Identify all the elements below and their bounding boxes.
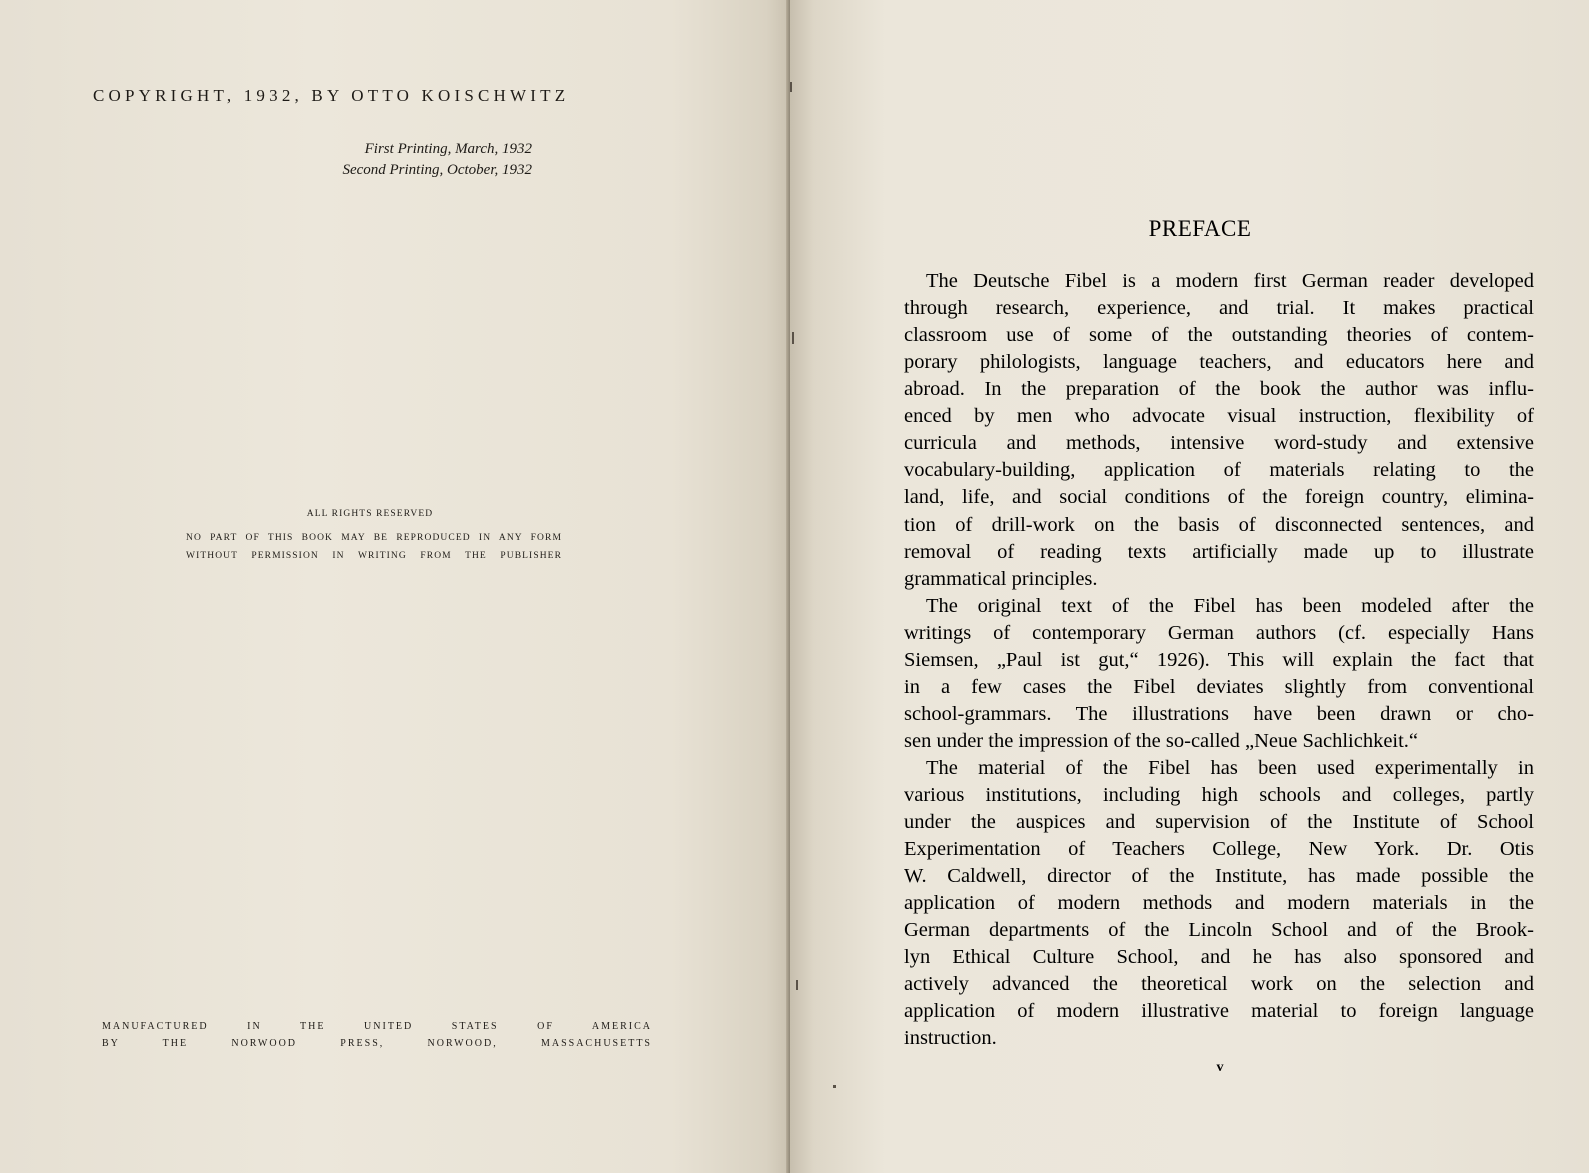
- preface-line: removal of reading texts artificially made up to illustrate: [904, 540, 1534, 563]
- first-printing: First Printing, March, 1932: [364, 141, 532, 157]
- preface-line: lyn Ethical Culture School, and he has also sponsored and: [904, 946, 1534, 969]
- preface-line: writings of contemporary German authors (cf. especially Hans: [904, 621, 1534, 644]
- preface-line: under the auspices and supervision of the Institute of School: [904, 811, 1534, 833]
- preface-line: Siemsen, „Paul ist gut,“ 1926). This will explain the fact that: [904, 648, 1534, 671]
- preface-line: enced by men who advocate visual instruction, flexibility of: [904, 405, 1534, 428]
- preface-line: The material of the Fibel has been used experimentally in: [926, 756, 1534, 779]
- second-printing: Second Printing, October, 1932: [342, 162, 532, 178]
- rights-notice-line-2: WITHOUT PERMISSION IN WRITING FROM THE PUBLISHER: [186, 551, 562, 561]
- preface-line: various institutions, including high schools and colleges, partly: [904, 784, 1534, 806]
- preface-line: W. Caldwell, director of the Institute, has made possible the: [904, 865, 1534, 888]
- preface-line: in a few cases the Fibel deviates slightly from conventional: [904, 675, 1534, 698]
- preface-line: sen under the impression of the so-called „Neue Sachlichkeit.“: [904, 729, 1419, 752]
- preface-line: application of modern methods and modern materials in the: [904, 892, 1534, 915]
- preface-line: vocabulary-building, application of materials relating to the: [904, 459, 1534, 482]
- binding-mark: [790, 82, 792, 92]
- preface-line: tion of drill-work on the basis of disconnected sentences, and: [904, 513, 1534, 536]
- preface-line: grammatical principles.: [904, 567, 1098, 590]
- preface-line: curricula and methods, intensive word-study and extensive: [904, 432, 1534, 455]
- manufacture-line-2: BY THE NORWOOD PRESS, NORWOOD, MASSACHUSETTS: [102, 1038, 652, 1049]
- preface-line: German departments of the Lincoln School and of the Brook-: [904, 919, 1534, 942]
- binding-mark: [792, 332, 794, 344]
- preface-line: porary philologists, language teachers, and educators here and: [904, 351, 1534, 374]
- preface-line: actively advanced the theoretical work on the selection and: [904, 973, 1534, 996]
- preface-line: Experimentation of Teachers College, New York. Dr. Otis: [904, 838, 1534, 861]
- rights-notice-line-1: NO PART OF THIS BOOK MAY BE REPRODUCED IN ANY FORM: [186, 533, 562, 543]
- preface-line: abroad. In the preparation of the book the author was influ-: [904, 378, 1534, 401]
- preface-line: school-grammars. The illustrations have been drawn or cho-: [904, 702, 1534, 725]
- preface-line: instruction.: [904, 1027, 997, 1050]
- preface-title: PREFACE: [1148, 216, 1252, 241]
- page-number: v: [1216, 1060, 1224, 1075]
- all-rights-reserved: ALL RIGHTS RESERVED: [306, 509, 434, 519]
- binding-mark: [796, 980, 798, 990]
- preface-line: The Deutsche Fibel is a modern first German reader developed: [926, 270, 1534, 292]
- preface-line: through research, experience, and trial. It makes practical: [904, 297, 1534, 320]
- preface-line: application of modern illustrative material to foreign language: [904, 1000, 1534, 1023]
- preface-line: classroom use of some of the outstanding theories of contem-: [904, 324, 1534, 347]
- copyright-page: [0, 0, 790, 1173]
- copyright-line: COPYRIGHT, 1932, BY OTTO KOISCHWITZ: [93, 86, 570, 105]
- preface-line: The original text of the Fibel has been modeled after the: [926, 594, 1534, 617]
- ink-dot: [833, 1085, 836, 1088]
- preface-line: land, life, and social conditions of the foreign country, elimina-: [904, 486, 1534, 509]
- manufacture-line-1: MANUFACTURED IN THE UNITED STATES OF AMERICA: [102, 1021, 652, 1032]
